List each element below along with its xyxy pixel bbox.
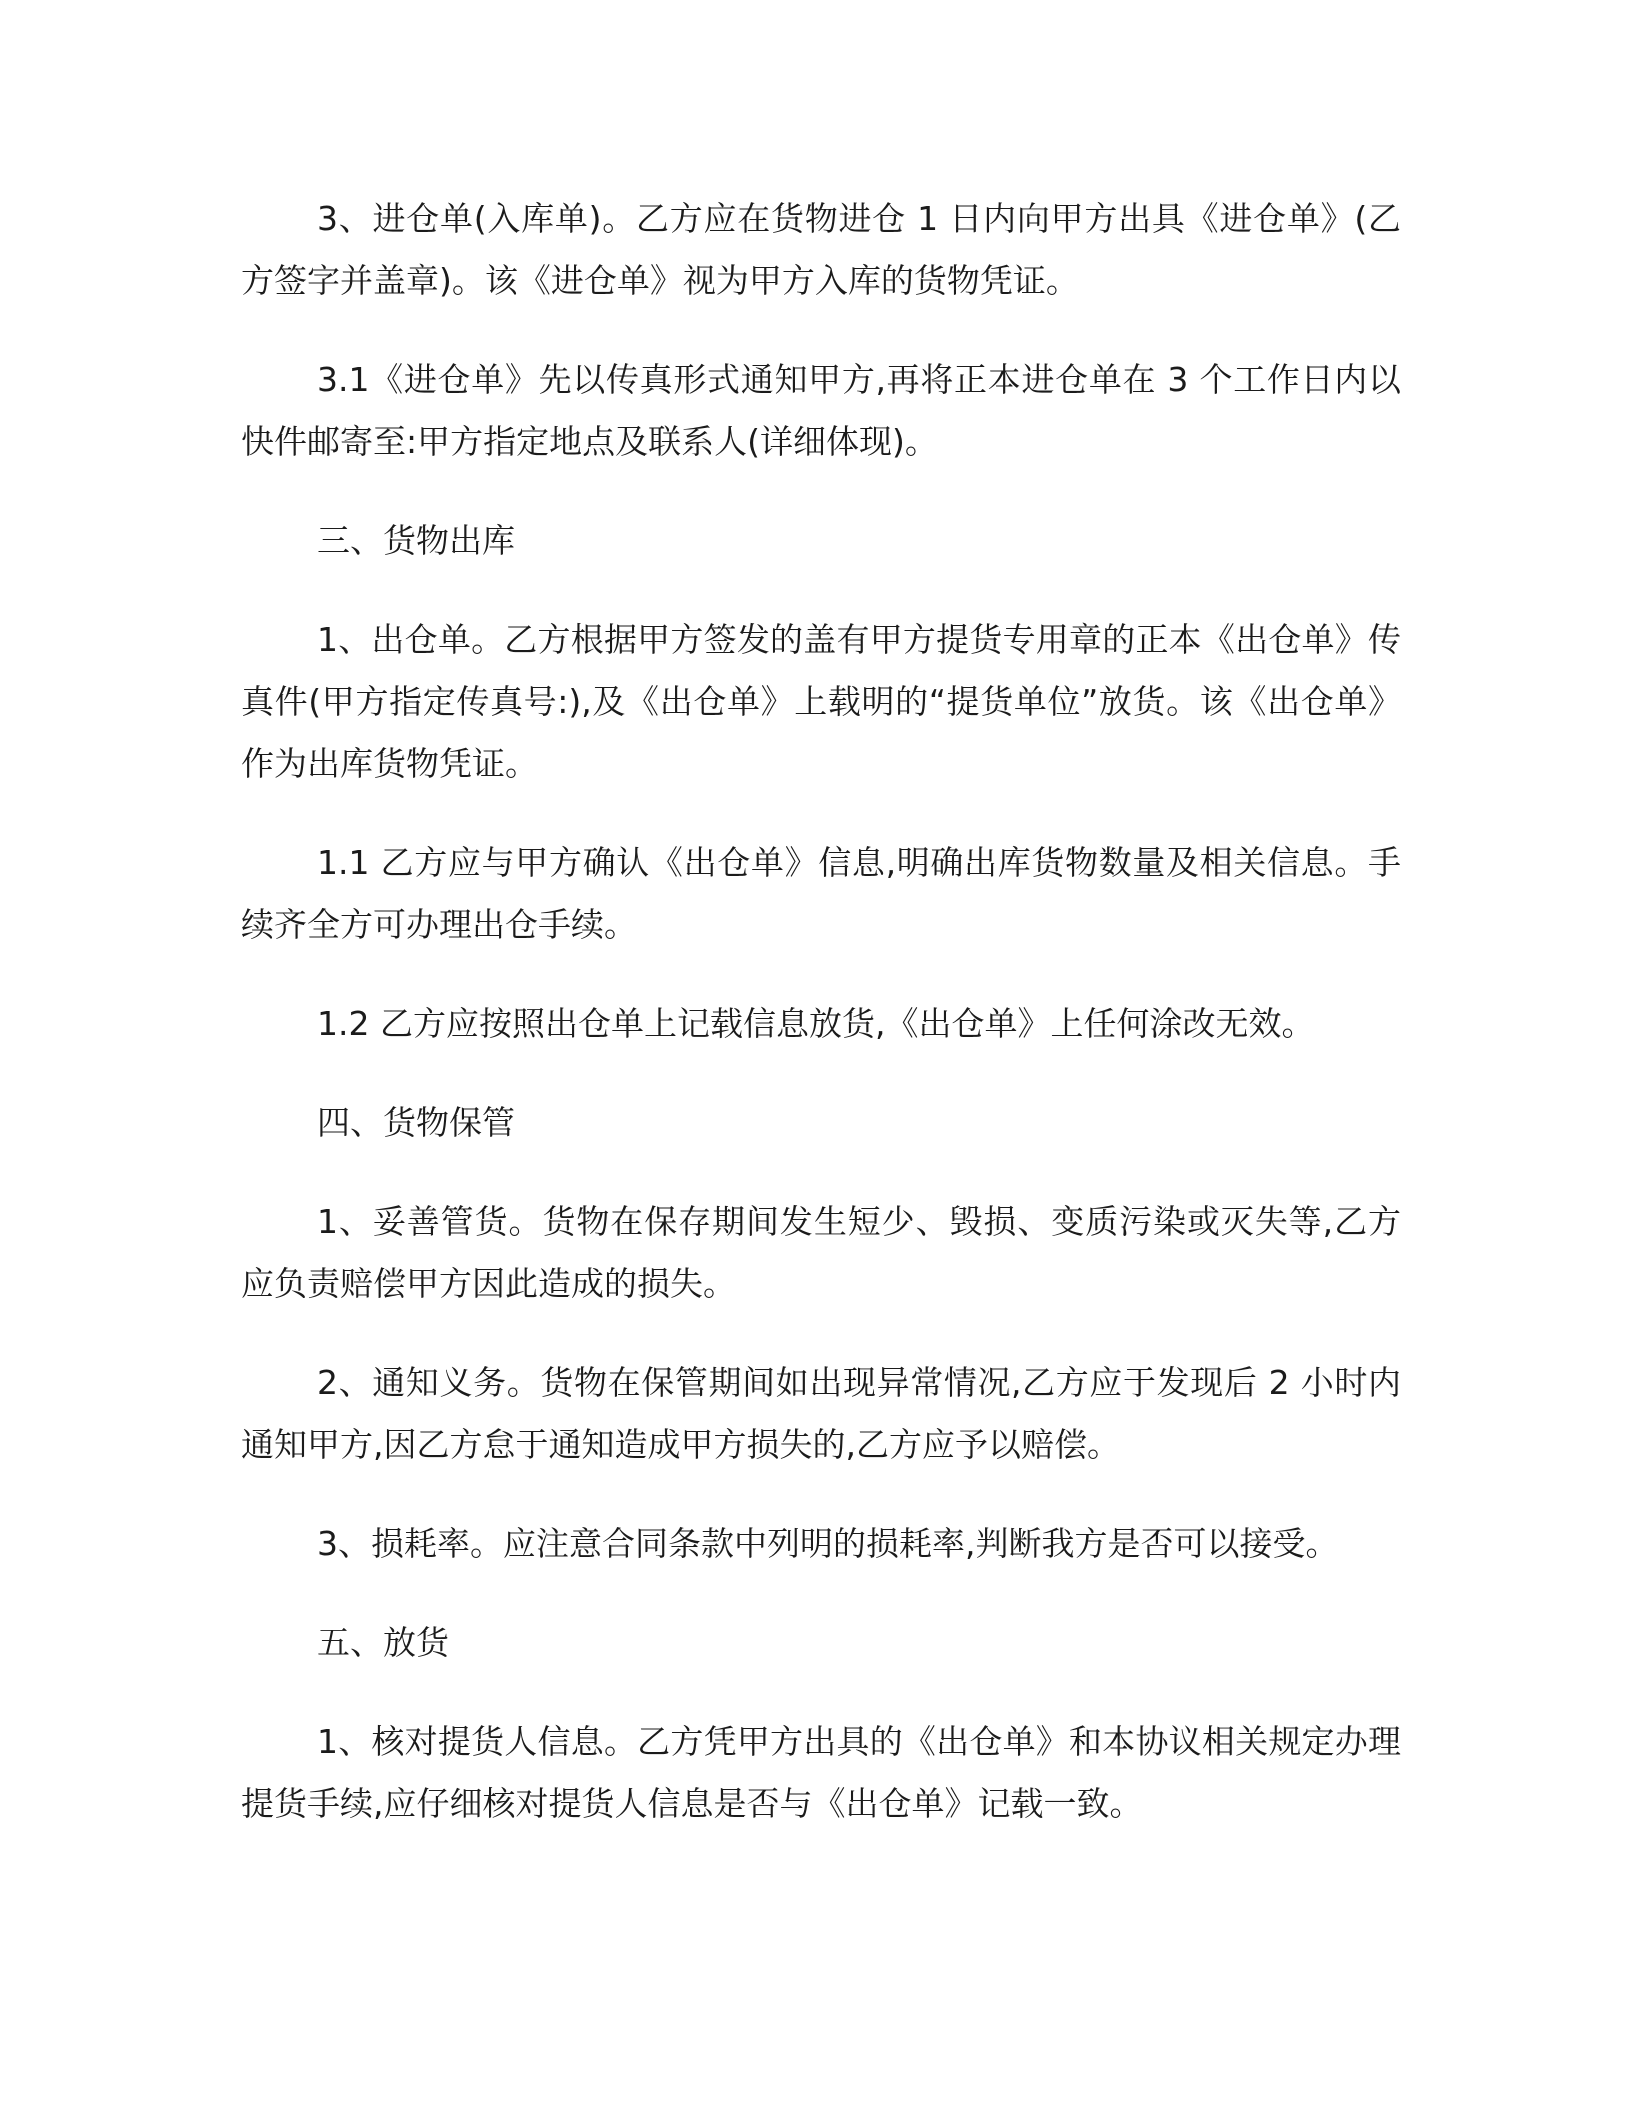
paragraph-receipt-fax: 3.1《进仓单》先以传真形式通知甲方,再将正本进仓单在 3 个工作日内以快件邮寄至:甲方指定地点及联系人(详细体现)。	[241, 360, 1401, 461]
paragraph-warehouse-receipt: 3、进仓单(入库单)。乙方应在货物进仓 1 日内向甲方出具《进仓单》(乙方签字并盖章)。该《进仓单》视为甲方入库的货物凭证。	[241, 199, 1401, 300]
section-heading-storage: 四、货物保管	[317, 1103, 515, 1142]
paragraph-notification-duty: 2、通知义务。货物在保管期间如出现异常情况,乙方应于发现后 2 小时内通知甲方,因乙方怠于通知造成甲方损失的,乙方应予以赔偿。	[241, 1363, 1401, 1464]
section-heading-release: 五、放货	[317, 1623, 449, 1662]
paragraph-confirm-order: 1.1 乙方应与甲方确认《出仓单》信息,明确出库货物数量及相关信息。手续齐全方可办理出仓手续。	[241, 843, 1401, 944]
paragraph-proper-storage: 1、妥善管货。货物在保存期间发生短少、毁损、变质污染或灭失等,乙方应负责赔偿甲方因此造成的损失。	[241, 1202, 1401, 1303]
paragraph-release-per-order: 1.2 乙方应按照出仓单上记载信息放货,《出仓单》上任何涂改无效。	[317, 1004, 1315, 1043]
paragraph-verify-consignee: 1、核对提货人信息。乙方凭甲方出具的《出仓单》和本协议相关规定办理提货手续,应仔细核对提货人信息是否与《出仓单》记载一致。	[241, 1722, 1401, 1823]
paragraph-loss-rate: 3、损耗率。应注意合同条款中列明的损耗率,判断我方是否可以接受。	[317, 1524, 1339, 1563]
document-body	[241, 188, 1401, 1835]
section-heading-outbound: 三、货物出库	[317, 521, 515, 560]
paragraph-delivery-order: 1、出仓单。乙方根据甲方签发的盖有甲方提货专用章的正本《出仓单》传真件(甲方指定传真号:),及《出仓单》上载明的“提货单位”放货。该《出仓单》作为出库货物凭证。	[241, 620, 1401, 783]
